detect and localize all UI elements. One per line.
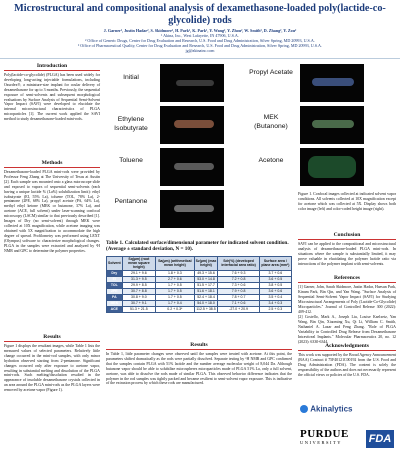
methods-section bbox=[4, 160, 100, 253]
figure-label-initial: Initial bbox=[123, 74, 139, 81]
affiliation-3: ³ Office of Pharmaceutical Quality, Center for Drug Evaluation and Research, U.S. Food and Drug Administration, Silver Spring, MD 20993, U.S.A. bbox=[78, 43, 322, 48]
rod-image-pentanone bbox=[174, 205, 214, 212]
poster-header bbox=[0, 0, 400, 59]
table-cell: 7.1 + 0.6 bbox=[218, 300, 259, 306]
table-cell: 1.7 + 0.5 bbox=[156, 282, 195, 288]
table-1-caption: Table 1. Calculated surface/dimensional parameter for indicated solvent condition. (Average ± standard deviation, N = 10). bbox=[106, 240, 289, 253]
table-header-row bbox=[107, 256, 292, 270]
table-row bbox=[107, 306, 292, 312]
table-cell: 2.7 + 0.6 bbox=[156, 276, 195, 282]
table-header-cell: Sa(µm) (arithmetical mean height) bbox=[156, 256, 195, 270]
conclusion-section bbox=[298, 232, 396, 267]
akina-logo-text: Akinalytics bbox=[310, 404, 353, 414]
rod-image-toluene bbox=[174, 163, 214, 170]
purdue-logo bbox=[300, 428, 360, 454]
table-cell: 51.6 + 18.1 bbox=[194, 288, 218, 294]
reference-item: [1] Garner, John, Sarah Skidmore, Justin Hadar, Haesun Park, Kinam Park, Bin Qin, and Yan Wang. "Surface Analysis of Sequential Semi-Solvent Vapor Impact (SAVI) for Studying Microstructural Arrangements of Poly (Lactide-Co-Glycolide) Microparticles." Journal of Controlled Release 300 (2022): 409-412. bbox=[298, 285, 396, 314]
results-mid-heading: Results bbox=[106, 342, 292, 350]
micrograph-propyl-acetate bbox=[300, 64, 364, 102]
author-list: J. Garner¹, Justin Hadar², S. Skidmore¹, H. Park¹, K. Park¹, Y. Wang², Y. Zhou², W. Smith³, D. Zhang², Y. Zou² bbox=[103, 28, 297, 33]
table-cell: 3.4 + 0.3 bbox=[259, 300, 291, 306]
table-cell: 3.8 + 0.5 bbox=[259, 282, 291, 288]
introduction-heading: Introduction bbox=[4, 63, 100, 71]
table-cell: 30.7 + 9.1 bbox=[122, 300, 155, 306]
table-cell: 1.7 + 0.5 bbox=[156, 288, 195, 294]
conclusion-text: SAVI can be applied to the compositional and microstructural analysis of dexamethasone-loaded PLGA mini-rods. In situations where the sample is substantially limited, it may prove valuable in elucidating the polymer lactide ratio via interactions of the polymer implant with semi-solvents. bbox=[298, 242, 396, 266]
table-cell: 7.8 + 0.7 bbox=[218, 294, 259, 300]
micrograph-pentanone bbox=[160, 190, 224, 228]
table-cell: 51.3 + 21.5 bbox=[122, 306, 155, 312]
references-section bbox=[298, 275, 396, 345]
akina-logo bbox=[300, 404, 360, 418]
table-header-cell: Surface area / plane area (mm²) bbox=[259, 256, 291, 270]
table-header-cell: Solvent bbox=[107, 256, 123, 270]
table-cell: 1.7 + 0.4 bbox=[156, 300, 195, 306]
rod-image-ei bbox=[174, 120, 214, 128]
author-block bbox=[6, 28, 394, 53]
results-left-section bbox=[4, 334, 100, 393]
table-cell: -27.0 + 20.9 bbox=[218, 306, 259, 312]
table-cell: 7.6 + 9.3 bbox=[218, 270, 259, 276]
table-row-header: ACE bbox=[107, 306, 123, 312]
acknowledgments-text: This work was supported by the Broad Agency Announcement (BAA) Contract # 75F40121C00192 from the U.S. Food and Drug Administration (FDA). The content is solely the responsibility of the authors and does not necessarily represent the official views or policies of the U.S. FDA. bbox=[298, 353, 396, 377]
figure-label-mek: MEK (Butanone) bbox=[254, 114, 288, 130]
introduction-text: Poly(lactide-co-glycolide) (PLGA) has been used widely for developing long-acting injectable formulations, including Ozurdex®, a miniature-size implant for ocular delivery of dexamethasone for up to 3 months. Previously, the sequential exposure of semi-solvents and subsequent morphological evaluations by Surface Analysis of Sequential Semi-Solvent Vapor Impact (SAVI) were developed to elucidate the internal microstructural characteristics of PLGA microparticles [1]. The current work applied the SAVI method to study dexamethasone-loaded mini-rods. bbox=[4, 73, 100, 122]
table-row-header: MEK bbox=[107, 300, 123, 306]
acknowledgments-heading: Acknowledgments bbox=[298, 343, 396, 351]
table-header-cell: Sq(µm) (root mean square height) bbox=[122, 256, 155, 270]
table-cell: 7.9 + 0.8 bbox=[218, 288, 259, 294]
table-cell: 3.6 + 0.5 bbox=[259, 276, 291, 282]
akina-logo-icon bbox=[300, 405, 308, 413]
table-cell: 7.3 + 0.6 bbox=[218, 282, 259, 288]
micrograph-acetone bbox=[300, 148, 364, 186]
fda-logo-text: FDA bbox=[368, 433, 392, 445]
table-cell: 30.8 + 9.0 bbox=[122, 294, 155, 300]
methods-text: Dexamethasone-loaded PLGA mini-rods were provided by Professor Feng Zhang at The University of Texas at Austin [2]. Each sample was mounted onto a glass microscope slide and exposed to vapors of sequential semi-solvents (each having a unique lactide % (La%) solubilization limit): ethyl isobutyrate (EI, 55% La), toluene (TOL, 78% La), 2-pentanone (2PE, 68% La), propyl acetate (PA, 64% La), methyl ethyl ketone (MEK or butanone, 37% La), and acetone (ACE, full solvent) under laser-scanning confocal microscopy (LSCM) similar to that previously described [1]. Images of Dry (no semi-solvent) through MEK were collected at 10X magnification, while acetone imaging was obtained with 5X magnification to accommodate the high degree of spread. Profilometry was performed using LEXT (Olympus) software to characterize morphological changes. PLGA in the samples were extracted and analyzed by ¹H NMR and GPC to determine the polymer properties. bbox=[4, 170, 100, 253]
conclusion-heading: Conclusion bbox=[298, 232, 396, 240]
figure-1-caption bbox=[298, 192, 396, 212]
figure-label-acetone: Acetone bbox=[258, 157, 284, 164]
fda-logo bbox=[366, 430, 394, 448]
table-cell: 0.2 + 0.3* bbox=[156, 306, 195, 312]
table-cell: 3.5 + 0.4 bbox=[259, 294, 291, 300]
table-cell: 49.3 + 15.6 bbox=[194, 270, 218, 276]
poster-title: Microstructural and compositional analysis of dexamethasone-loaded poly(lactide-co-glycolide) rods bbox=[14, 3, 386, 26]
table-header-cell: Sdr(%) (developed interfacial area ratio) bbox=[218, 256, 259, 270]
reference-item: [2] Costello, Mark A., Joseph Liu, Louise Kaelxetz, Yan Wang, Bin Qin, Xiaoming Xu, Qi Li, William C. Smith, Nathaniel A. Lazar and Feng Zhang. "Role of PLGA Variability in Controlled Drug Release from Dexamethasone Intravitreal Implants." Molecular Pharmaceutics 20, no. 12 (2023): 6330-6344. bbox=[298, 315, 396, 344]
acknowledgments-section bbox=[298, 343, 396, 378]
results-mid-text: In Table 1, little parameter changes were observed until the samples were treated with acetone. At this point, the parameters shifted dramatically as the rods were partially dissolved. Separate testing by ¹H NMR and GPC confirmed that the samples contain PLGA with 51% lactide and the number average molecular weight of 8,044 Da. Although butanone vapor should be able to solubilize microspheres microparticles made of PLGA 51% La, only a full solvent, acetone, was able to dissolve the rods made of similar PLGA. This observed behavior difference indicates that the polymer in the rod samples was tightly packed and became resilient to semi-solvent vapor exposure. This is indicative of the extrusion process by which these rods are manufactured. bbox=[106, 352, 292, 386]
rod-image-mek bbox=[312, 120, 354, 128]
table-cell: 51.5 + 17.7 bbox=[194, 282, 218, 288]
table-cell: 2.5 + 0.3 bbox=[259, 306, 291, 312]
table-1-section bbox=[106, 240, 292, 313]
table-row-header: EI bbox=[107, 276, 123, 282]
table-cell: 7.2 + 0.8 bbox=[218, 276, 259, 282]
table-cell: 29.1 + 9.6 bbox=[122, 270, 155, 276]
figure-1-caption-text: Figure 1. Confocal images collected at indicated solvent vapor conditions. All solvents collected at 10X magnification except for acetone which was collected at 5X. Display shows both color image (left) and color-coded height image (right). bbox=[298, 192, 396, 211]
table-header-cell: Sz(µm) (max height) bbox=[194, 256, 218, 270]
micrograph-mek bbox=[300, 106, 364, 144]
table-cell: 29.9 + 8.5 bbox=[122, 282, 155, 288]
methods-heading: Methods bbox=[4, 160, 100, 168]
figure-label-ei: Ethylene Isobutyrate bbox=[114, 116, 148, 132]
table-cell: 53.0 + 14.8 bbox=[194, 276, 218, 282]
figure-label-toluene: Toluene bbox=[119, 157, 143, 164]
table-row-header: PA bbox=[107, 294, 123, 300]
results-left-text: Figure 1 displays the resultant images, while Table 1 lists the measured values of selected parameters. Relatively little change occurred in the mini-rod samples, with only minor hydration observed starting from 2-pentanone. Significant changes occurred only after exposure to acetone vapor, resulting in substantial melting and dissolution of the PLGA mini-rods. Such melting/dissolution resulted in the appearance of insoluble dexamethasone crystals collected in an area around the PLGA mini-rods as the PLGA layers were removed by acetone vapor (Figure 1). bbox=[4, 344, 100, 393]
table-cell: 54.0 + 18.0 bbox=[194, 300, 218, 306]
purdue-logo-text: PURDUE bbox=[300, 428, 349, 440]
table-1 bbox=[106, 256, 292, 313]
contact-email: jg@akinainc.com bbox=[185, 48, 215, 53]
table-row-header: Dry bbox=[107, 270, 123, 276]
purdue-logo-sub: UNIVERSITY bbox=[300, 440, 342, 445]
table-row-header: TOL bbox=[107, 282, 123, 288]
table-cell: 112.5 + 38.5 bbox=[194, 306, 218, 312]
introduction-section bbox=[4, 63, 100, 122]
figure-label-propyl-acetate: Propyl Acetate bbox=[249, 69, 293, 76]
affiliation-1: ¹ Akina, Inc., West Lafayette, IN 47906, U.S.A. bbox=[161, 33, 239, 38]
table-cell: 31.3 + 9.5 bbox=[122, 276, 155, 282]
table-cell: 1.8 + 0.3 bbox=[156, 270, 195, 276]
table-cell: 30.7 + 8.8 bbox=[122, 288, 155, 294]
affiliation-2: ² Office of Generic Drugs, Center for Drug Evaluation and Research, U.S. Food and Drug Administration, Silver Spring, MD 20993, U.S.A. bbox=[85, 38, 315, 43]
results-left-heading: Results bbox=[4, 334, 100, 342]
figure-label-pentanone: Pentanone bbox=[114, 198, 148, 205]
references-heading: References bbox=[298, 275, 396, 283]
table-cell: 1.7 + 0.5 bbox=[156, 294, 195, 300]
results-mid-section bbox=[106, 342, 292, 386]
table-row-header: 2PE bbox=[107, 288, 123, 294]
micrograph-ei bbox=[160, 106, 224, 144]
rod-image-propyl-acetate bbox=[312, 78, 354, 86]
table-cell: 3.6 + 0.6 bbox=[259, 288, 291, 294]
micrograph-initial bbox=[160, 64, 224, 102]
rod-image-initial bbox=[176, 80, 214, 86]
table-cell: 3.7 + 0.6 bbox=[259, 270, 291, 276]
micrograph-toluene bbox=[160, 148, 224, 186]
rod-image-acetone bbox=[308, 156, 356, 178]
table-cell: 52.4 + 18.4 bbox=[194, 294, 218, 300]
